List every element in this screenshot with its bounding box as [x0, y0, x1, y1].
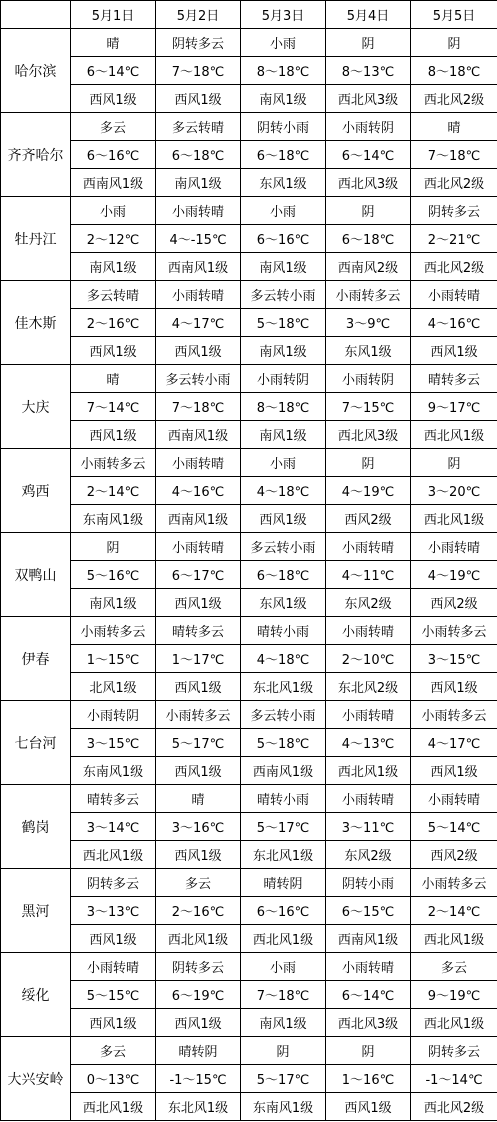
weather-cell: 晴转小雨: [241, 785, 326, 813]
table-row: [1, 617, 497, 645]
temperature-cell: 8～18℃: [241, 57, 326, 85]
wind-cell: 东南风1级: [71, 757, 156, 785]
temperature-cell: 4～16℃: [156, 477, 241, 505]
wind-cell: 东南风1级: [71, 505, 156, 533]
weather-cell: 小雨: [241, 953, 326, 981]
temperature-cell: 6～16℃: [71, 141, 156, 169]
wind-cell: 西风2级: [411, 589, 497, 617]
weather-cell: 阴: [411, 449, 497, 477]
temperature-cell: 3～20℃: [411, 477, 497, 505]
weather-cell: 阴: [241, 1037, 326, 1065]
table-row: [1, 673, 497, 701]
weather-cell: 多云转小雨: [241, 281, 326, 309]
temperature-cell: 7～18℃: [156, 393, 241, 421]
wind-cell: 南风1级: [241, 85, 326, 113]
wind-cell: 东北风1级: [241, 673, 326, 701]
weather-cell: 多云: [71, 1037, 156, 1065]
wind-cell: 西风1级: [156, 841, 241, 869]
city-name: 大兴安岭: [1, 1037, 71, 1121]
wind-cell: 西北风3级: [326, 85, 411, 113]
temperature-cell: 3～14℃: [71, 813, 156, 841]
temperature-cell: 6～16℃: [241, 225, 326, 253]
temperature-cell: 5～17℃: [241, 1065, 326, 1093]
wind-cell: 南风1级: [241, 253, 326, 281]
wind-cell: 西风1级: [411, 673, 497, 701]
temperature-cell: 5～18℃: [241, 309, 326, 337]
table-row: [1, 113, 497, 141]
table-row: [1, 393, 497, 421]
table-row: [1, 477, 497, 505]
table-row: [1, 645, 497, 673]
temperature-cell: 8～18℃: [241, 393, 326, 421]
table-row: [1, 421, 497, 449]
table-row: [1, 197, 497, 225]
weather-cell: 小雨: [241, 29, 326, 57]
weather-cell: 晴: [71, 365, 156, 393]
temperature-cell: 4～16℃: [411, 309, 497, 337]
wind-cell: 西风1级: [71, 925, 156, 953]
temperature-cell: 2～16℃: [71, 309, 156, 337]
temperature-cell: 6～19℃: [156, 981, 241, 1009]
weather-cell: 晴转多云: [156, 617, 241, 645]
weather-cell: 多云转晴: [71, 281, 156, 309]
weather-cell: 多云转小雨: [156, 365, 241, 393]
temperature-cell: 5～17℃: [156, 729, 241, 757]
weather-cell: 阴: [71, 533, 156, 561]
table-row: [1, 29, 497, 57]
temperature-cell: 4～13℃: [326, 729, 411, 757]
table-row: [1, 785, 497, 813]
city-name: 佳木斯: [1, 281, 71, 365]
wind-cell: 西风1级: [156, 85, 241, 113]
wind-cell: 西风2级: [411, 841, 497, 869]
temperature-cell: 6～14℃: [326, 141, 411, 169]
weather-cell: 阴: [326, 197, 411, 225]
table-row: [1, 953, 497, 981]
temperature-cell: 4～19℃: [326, 477, 411, 505]
wind-cell: 西南风1级: [326, 925, 411, 953]
weather-cell: 小雨转阴: [326, 113, 411, 141]
table-row: [1, 813, 497, 841]
wind-cell: 东风1级: [326, 337, 411, 365]
temperature-cell: 5～15℃: [71, 981, 156, 1009]
city-name: 哈尔滨: [1, 29, 71, 113]
wind-cell: 南风1级: [156, 169, 241, 197]
wind-cell: 西北风1级: [71, 841, 156, 869]
wind-cell: 西风1级: [71, 85, 156, 113]
city-name: 鸡西: [1, 449, 71, 533]
wind-cell: 西风1级: [326, 1093, 411, 1121]
temperature-cell: 4～17℃: [411, 729, 497, 757]
weather-cell: 阴转多云: [156, 953, 241, 981]
date-header: 5月3日: [241, 1, 326, 29]
table-row: [1, 533, 497, 561]
table-row: [1, 981, 497, 1009]
table-row: [1, 1037, 497, 1065]
weather-cell: 晴: [156, 785, 241, 813]
wind-cell: 西风1级: [156, 673, 241, 701]
city-name: 鹤岗: [1, 785, 71, 869]
wind-cell: 西北风1级: [241, 925, 326, 953]
temperature-cell: 2～14℃: [71, 477, 156, 505]
date-header: 5月1日: [71, 1, 156, 29]
city-name: 双鸭山: [1, 533, 71, 617]
weather-cell: 小雨转晴: [326, 533, 411, 561]
wind-cell: 西北风1级: [411, 925, 497, 953]
weather-cell: 小雨转晴: [71, 953, 156, 981]
weather-cell: 小雨转晴: [326, 701, 411, 729]
wind-cell: 东北风2级: [326, 673, 411, 701]
table-row: [1, 365, 497, 393]
wind-cell: 西风1级: [241, 505, 326, 533]
temperature-cell: 2～10℃: [326, 645, 411, 673]
weather-cell: 晴转多云: [71, 785, 156, 813]
wind-cell: 东风2级: [326, 841, 411, 869]
temperature-cell: 7～18℃: [411, 141, 497, 169]
wind-cell: 西北风3级: [326, 1009, 411, 1037]
temperature-cell: 6～16℃: [241, 897, 326, 925]
temperature-cell: 3～15℃: [71, 729, 156, 757]
weather-cell: 多云: [71, 113, 156, 141]
weather-cell: 晴转阴: [241, 869, 326, 897]
wind-cell: 南风1级: [241, 337, 326, 365]
wind-cell: 南风1级: [241, 421, 326, 449]
city-name: 大庆: [1, 365, 71, 449]
wind-cell: 西北风3级: [326, 169, 411, 197]
wind-cell: 南风1级: [71, 589, 156, 617]
weather-cell: 多云转小雨: [241, 701, 326, 729]
table-row: [1, 841, 497, 869]
temperature-cell: 4～19℃: [411, 561, 497, 589]
table-row: [1, 281, 497, 309]
weather-cell: 晴转多云: [411, 365, 497, 393]
wind-cell: 西北风2级: [411, 169, 497, 197]
temperature-cell: 6～18℃: [241, 141, 326, 169]
weather-cell: 阴: [326, 449, 411, 477]
table-row: [1, 253, 497, 281]
forecast-body: [1, 29, 497, 1121]
corner-cell: [1, 1, 71, 29]
temperature-cell: 2～12℃: [71, 225, 156, 253]
table-row: [1, 729, 497, 757]
weather-cell: 小雨: [71, 197, 156, 225]
city-name: 七台河: [1, 701, 71, 785]
wind-cell: 南风1级: [71, 253, 156, 281]
header-row: [1, 1, 497, 29]
weather-cell: 小雨: [241, 449, 326, 477]
temperature-cell: 9～17℃: [411, 393, 497, 421]
weather-cell: 小雨转多云: [411, 617, 497, 645]
weather-cell: 小雨转阴: [71, 701, 156, 729]
temperature-cell: 4～18℃: [241, 477, 326, 505]
weather-cell: 小雨转晴: [156, 281, 241, 309]
table-row: [1, 869, 497, 897]
weather-cell: 小雨转阴: [326, 365, 411, 393]
city-name: 牡丹江: [1, 197, 71, 281]
wind-cell: 西南风1级: [71, 169, 156, 197]
wind-cell: 西北风1级: [411, 1009, 497, 1037]
temperature-cell: 4～-15℃: [156, 225, 241, 253]
wind-cell: 西风1级: [411, 757, 497, 785]
wind-cell: 西南风1级: [241, 757, 326, 785]
wind-cell: 西风1级: [71, 421, 156, 449]
temperature-cell: 8～18℃: [411, 57, 497, 85]
weather-cell: 小雨转多云: [71, 617, 156, 645]
weather-cell: 晴: [411, 113, 497, 141]
temperature-cell: 3～9℃: [326, 309, 411, 337]
temperature-cell: 4～18℃: [241, 645, 326, 673]
wind-cell: 西北风2级: [411, 85, 497, 113]
temperature-cell: 5～17℃: [241, 813, 326, 841]
wind-cell: 东风1级: [241, 169, 326, 197]
weather-cell: 多云: [156, 869, 241, 897]
temperature-cell: 0～13℃: [71, 1065, 156, 1093]
weather-cell: 阴: [326, 29, 411, 57]
temperature-cell: 1～15℃: [71, 645, 156, 673]
temperature-cell: 1～16℃: [326, 1065, 411, 1093]
weather-cell: 小雨转晴: [326, 617, 411, 645]
temperature-cell: 7～14℃: [71, 393, 156, 421]
weather-cell: 小雨转晴: [326, 785, 411, 813]
temperature-cell: 7～15℃: [326, 393, 411, 421]
table-row: [1, 85, 497, 113]
weather-cell: 小雨转晴: [326, 953, 411, 981]
temperature-cell: 5～14℃: [411, 813, 497, 841]
weather-cell: 多云转晴: [156, 113, 241, 141]
wind-cell: 东风1级: [241, 589, 326, 617]
date-header: 5月2日: [156, 1, 241, 29]
wind-cell: 东北风1级: [156, 1093, 241, 1121]
weather-cell: 阴转小雨: [326, 869, 411, 897]
temperature-cell: 6～18℃: [241, 561, 326, 589]
wind-cell: 西北风1级: [326, 757, 411, 785]
wind-cell: 东北风1级: [241, 841, 326, 869]
table-row: [1, 169, 497, 197]
temperature-cell: 1～17℃: [156, 645, 241, 673]
weather-cell: 小雨转阴: [241, 365, 326, 393]
date-header: 5月4日: [326, 1, 411, 29]
weather-cell: 晴转阴: [156, 1037, 241, 1065]
wind-cell: 西风1级: [71, 337, 156, 365]
weather-cell: 小雨转多云: [411, 701, 497, 729]
weather-cell: 小雨转晴: [411, 533, 497, 561]
weather-cell: 小雨转多云: [71, 449, 156, 477]
weather-cell: 多云转小雨: [241, 533, 326, 561]
wind-cell: 西北风2级: [411, 253, 497, 281]
table-row: [1, 1065, 497, 1093]
wind-cell: 西风1级: [156, 1009, 241, 1037]
wind-cell: 西南风2级: [326, 253, 411, 281]
temperature-cell: 4～11℃: [326, 561, 411, 589]
wind-cell: 西风1级: [71, 1009, 156, 1037]
wind-cell: 南风1级: [241, 1009, 326, 1037]
wind-cell: 西风1级: [411, 337, 497, 365]
weather-cell: 阴: [411, 29, 497, 57]
temperature-cell: 9～19℃: [411, 981, 497, 1009]
wind-cell: 西南风1级: [156, 421, 241, 449]
table-row: [1, 505, 497, 533]
weather-cell: 阴转多云: [411, 197, 497, 225]
date-header: 5月5日: [411, 1, 497, 29]
weather-cell: 小雨转晴: [156, 449, 241, 477]
weather-cell: 小雨转晴: [156, 197, 241, 225]
temperature-cell: 6～14℃: [71, 57, 156, 85]
table-row: [1, 141, 497, 169]
table-row: [1, 309, 497, 337]
table-row: [1, 757, 497, 785]
temperature-cell: 6～14℃: [326, 981, 411, 1009]
temperature-cell: -1～15℃: [156, 1065, 241, 1093]
table-row: [1, 589, 497, 617]
weather-cell: 晴转小雨: [241, 617, 326, 645]
wind-cell: 西南风1级: [156, 505, 241, 533]
weather-cell: 小雨转多云: [411, 869, 497, 897]
wind-cell: 北风1级: [71, 673, 156, 701]
wind-cell: 东南风1级: [241, 1093, 326, 1121]
temperature-cell: 2～16℃: [156, 897, 241, 925]
temperature-cell: 4～17℃: [156, 309, 241, 337]
wind-cell: 西风1级: [156, 337, 241, 365]
wind-cell: 西北风3级: [326, 421, 411, 449]
wind-cell: 西北风1级: [411, 421, 497, 449]
temperature-cell: 5～18℃: [241, 729, 326, 757]
weather-cell: 小雨转多云: [326, 281, 411, 309]
table-row: [1, 57, 497, 85]
wind-cell: 西北风1级: [411, 505, 497, 533]
temperature-cell: 3～11℃: [326, 813, 411, 841]
temperature-cell: 2～21℃: [411, 225, 497, 253]
temperature-cell: 2～14℃: [411, 897, 497, 925]
city-name: 齐齐哈尔: [1, 113, 71, 197]
wind-cell: 东风2级: [326, 589, 411, 617]
table-row: [1, 337, 497, 365]
table-row: [1, 225, 497, 253]
table-row: [1, 925, 497, 953]
wind-cell: 西北风1级: [156, 925, 241, 953]
table-row: [1, 1009, 497, 1037]
temperature-cell: 6～15℃: [326, 897, 411, 925]
table-row: [1, 701, 497, 729]
wind-cell: 西风2级: [326, 505, 411, 533]
city-name: 黑河: [1, 869, 71, 953]
weather-cell: 阴转多云: [71, 869, 156, 897]
temperature-cell: 3～13℃: [71, 897, 156, 925]
weather-cell: 小雨转晴: [156, 533, 241, 561]
table-row: [1, 897, 497, 925]
temperature-cell: 3～15℃: [411, 645, 497, 673]
temperature-cell: 3～16℃: [156, 813, 241, 841]
temperature-cell: 5～16℃: [71, 561, 156, 589]
city-name: 绥化: [1, 953, 71, 1037]
temperature-cell: 6～18℃: [156, 141, 241, 169]
weather-cell: 阴: [326, 1037, 411, 1065]
weather-cell: 小雨转多云: [156, 701, 241, 729]
table-row: [1, 449, 497, 477]
weather-cell: 小雨: [241, 197, 326, 225]
wind-cell: 西风1级: [156, 589, 241, 617]
wind-cell: 西北风1级: [71, 1093, 156, 1121]
wind-cell: 西南风1级: [156, 253, 241, 281]
weather-cell: 多云: [411, 953, 497, 981]
temperature-cell: 7～18℃: [156, 57, 241, 85]
temperature-cell: 6～18℃: [326, 225, 411, 253]
wind-cell: 西北风2级: [411, 1093, 497, 1121]
table-row: [1, 561, 497, 589]
weather-cell: 阴转多云: [411, 1037, 497, 1065]
weather-cell: 晴: [71, 29, 156, 57]
weather-cell: 小雨转晴: [411, 281, 497, 309]
weather-cell: 阴转多云: [156, 29, 241, 57]
temperature-cell: 6～17℃: [156, 561, 241, 589]
weather-cell: 小雨转晴: [411, 785, 497, 813]
wind-cell: 西风1级: [156, 757, 241, 785]
temperature-cell: -1～14℃: [411, 1065, 497, 1093]
table-row: [1, 1093, 497, 1121]
weather-cell: 阴转小雨: [241, 113, 326, 141]
temperature-cell: 7～18℃: [241, 981, 326, 1009]
city-name: 伊春: [1, 617, 71, 701]
temperature-cell: 8～13℃: [326, 57, 411, 85]
